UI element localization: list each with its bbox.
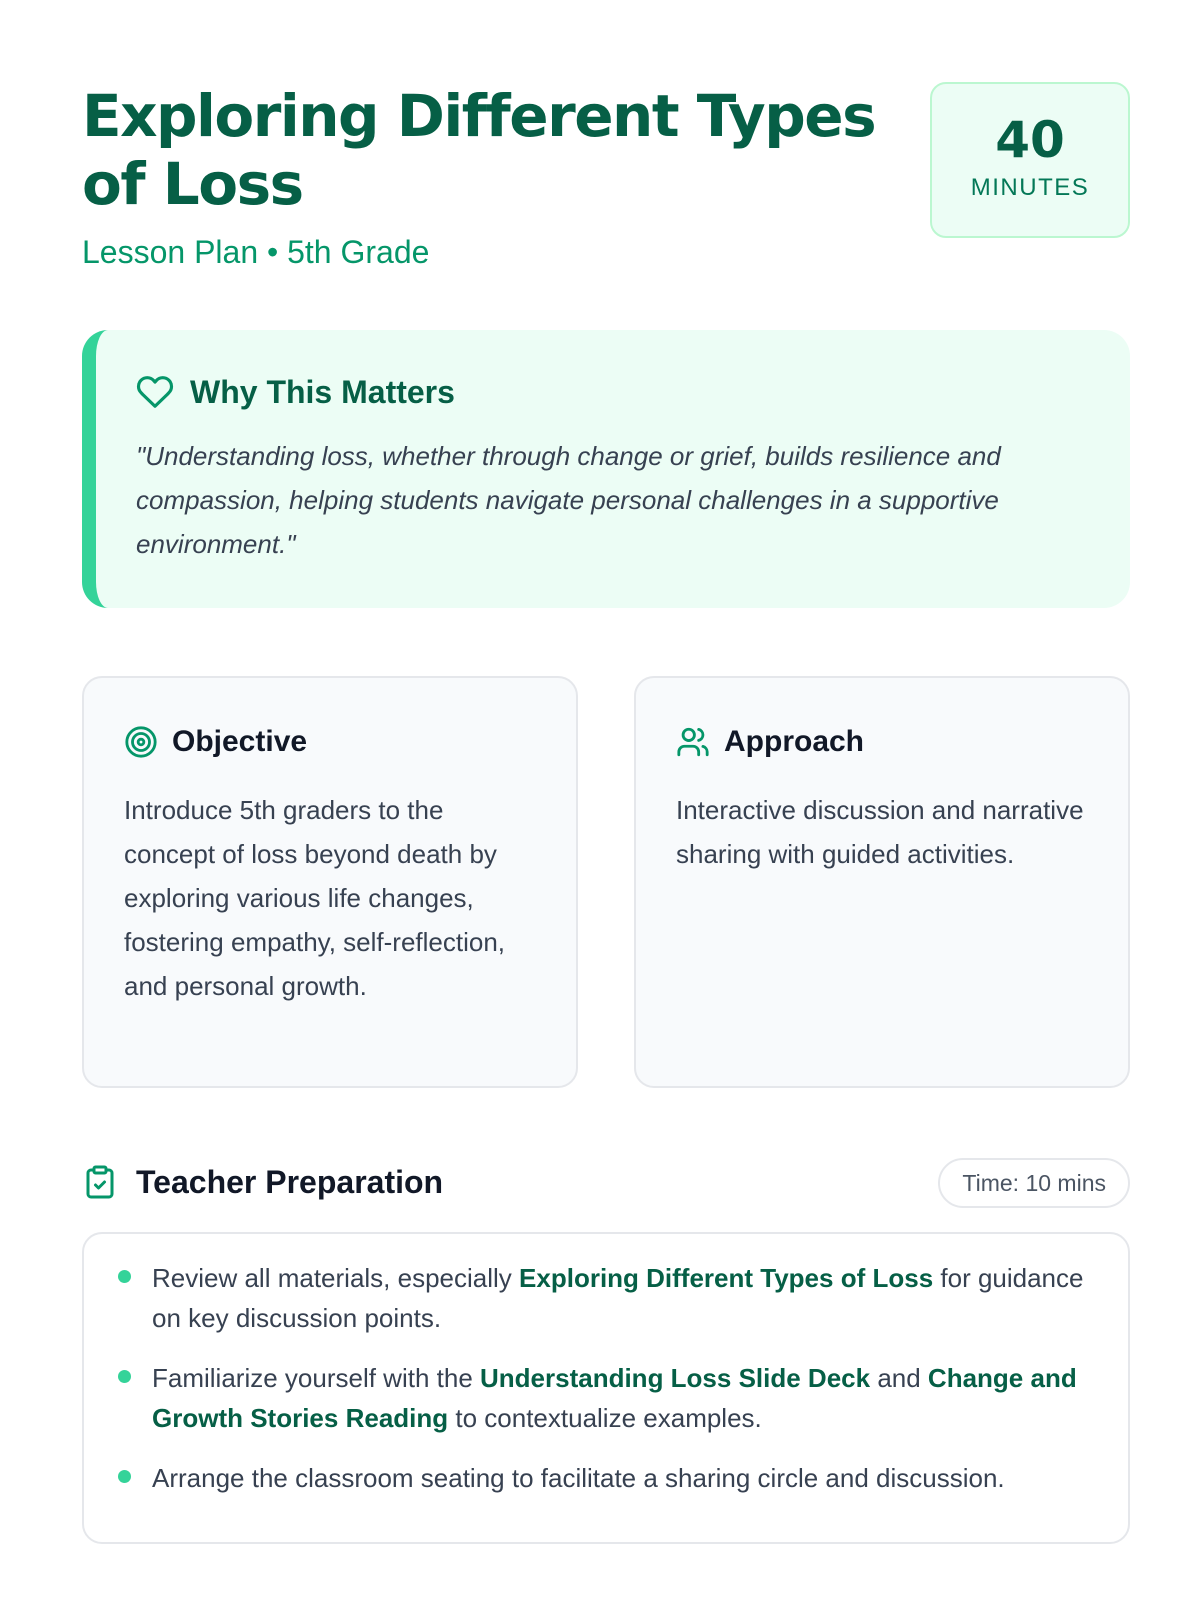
duration-value: 40	[995, 111, 1065, 169]
bullet-dot	[118, 1270, 131, 1283]
teacher-preparation-list-box	[82, 1232, 1130, 1544]
page-title: Exploring Different Types of Loss	[82, 82, 876, 218]
approach-title: Approach	[724, 725, 865, 758]
overview-cards	[82, 676, 1130, 1088]
objective-card	[82, 676, 578, 1088]
list-item	[114, 1258, 1098, 1338]
page-subtitle: Lesson Plan • 5th Grade	[82, 234, 430, 270]
item-text: Arrange the classroom seating to facilitate a sharing circle and discussion.	[152, 1463, 1005, 1493]
item-text: for guidance on key discussion points.	[152, 1263, 1084, 1333]
target-icon	[124, 725, 158, 759]
item-text: and	[870, 1363, 928, 1393]
objective-title: Objective	[172, 725, 308, 758]
why-title: Why This Matters	[190, 373, 455, 410]
item-text: Familiarize yourself with the	[152, 1363, 480, 1393]
clipboard-check-icon	[82, 1162, 118, 1202]
list-item	[114, 1458, 1098, 1498]
material-highlight: Exploring Different Types of Loss	[519, 1263, 934, 1293]
teacher-preparation-header	[82, 1158, 1130, 1210]
why-this-matters-callout	[82, 330, 1130, 608]
approach-card	[634, 676, 1130, 1088]
bullet-dot	[118, 1370, 131, 1383]
heart-icon	[136, 373, 174, 411]
item-text: Review all materials, especially	[152, 1263, 520, 1293]
approach-text: Interactive discussion and narrative sharing with guided activities.	[676, 795, 1084, 869]
material-highlight: Change and Growth Stories Reading	[152, 1363, 1077, 1433]
duration-badge	[930, 82, 1130, 238]
why-quote: "Understanding loss, whether through change or grief, builds resilience and compassion, helping students navigate personal challenges in a supportive environment."	[136, 441, 1001, 559]
teacher-preparation-title: Teacher Preparation	[136, 1164, 444, 1200]
list-item	[114, 1358, 1098, 1438]
teacher-preparation-list	[114, 1258, 1098, 1498]
material-highlight: Understanding Loss Slide Deck	[480, 1363, 871, 1393]
objective-text: Introduce 5th graders to the concept of loss beyond death by exploring various life changes, fostering empathy, self-reflection, and personal growth.	[124, 795, 506, 1001]
bullet-dot	[118, 1470, 131, 1483]
duration-unit: MINUTES	[970, 174, 1090, 201]
users-icon	[676, 725, 710, 759]
lesson-plan-page	[82, 0, 1130, 1600]
item-text: to contextualize examples.	[448, 1403, 762, 1433]
lesson-header	[82, 82, 1130, 282]
time-badge: Time: 10 mins	[938, 1158, 1130, 1208]
